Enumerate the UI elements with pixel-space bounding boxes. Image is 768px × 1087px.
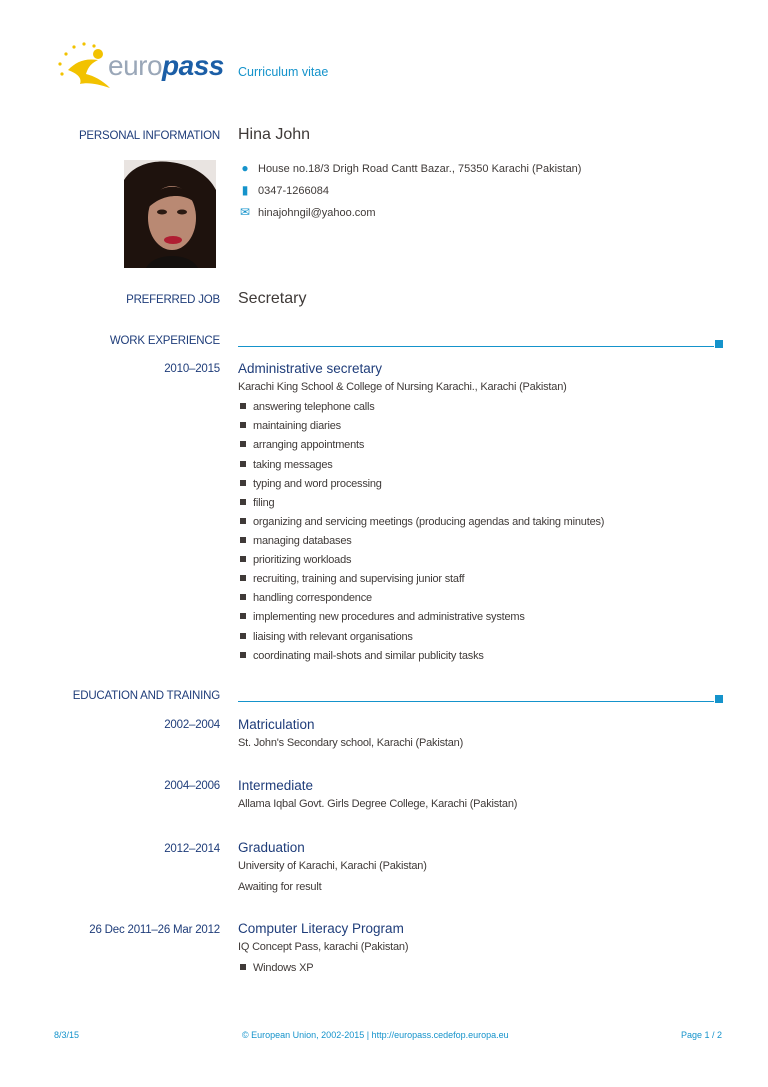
education-date: 2012–2014 [164,843,220,855]
email-row [238,205,376,219]
email: hinajohngil@yahoo.com [258,207,376,219]
duty-text: prioritizing workloads [253,554,352,566]
bullet-square-icon [240,441,246,447]
education-org: St. John's Secondary school, Karachi (Pakistan) [238,737,464,749]
cv-title: Curriculum vitae [238,65,329,79]
bullet-square-icon [240,537,246,543]
phone: 0347-1266084 [258,185,329,197]
duty-item [240,497,274,509]
duty-text: arranging appointments [253,439,365,451]
education-date: 26 Dec 2011–26 Mar 2012 [89,924,220,936]
mobile-phone-icon: ▮ [241,183,249,197]
location-pin-icon: ● [241,161,249,175]
duty-item [240,459,333,471]
address: House no.18/3 Drigh Road Cantt Bazar., 75350 Karachi (Pakistan) [258,163,582,175]
email-icon: ✉ [239,205,251,219]
duty-text: answering telephone calls [253,401,375,413]
bullet-square-icon [240,613,246,619]
duty-item [240,439,364,451]
education-title: Intermediate [238,778,314,793]
duty-item [240,592,372,604]
bullet-square-icon [240,403,246,409]
bullet-square-icon [240,964,246,970]
duty-item [240,650,484,662]
duty-item [240,631,413,643]
profile-photo [124,160,216,268]
address-row [238,161,581,175]
education-org: Allama Iqbal Govt. Girls Degree College, Karachi (Pakistan) [238,798,518,810]
education-org: University of Karachi, Karachi (Pakistan) [238,860,427,872]
section-divider [238,346,714,347]
bullet-square-icon [240,518,246,524]
duty-item [240,535,352,547]
education-note: Awaiting for result [238,881,322,893]
footer-page-number: Page 1 / 2 [680,1030,722,1040]
duty-text: managing databases [253,535,352,547]
bullet-square-icon [240,652,246,658]
bullet-square-icon [240,480,246,486]
bullet-square-icon [240,594,246,600]
duty-text: maintaining diaries [253,420,341,432]
section-label-education: EDUCATION AND TRAINING [72,690,220,702]
bullet-square-icon [240,633,246,639]
duty-text: recruiting, training and supervising junior staff [253,573,465,585]
logo-wordmark [108,50,224,82]
duty-text: organizing and servicing meetings (producing agendas and taking minutes) [253,516,605,528]
education-bullet-item [240,962,313,974]
section-label-work-experience: WORK EXPERIENCE [109,335,220,347]
preferred-job: Secretary [238,290,307,307]
duty-item [240,554,351,566]
duty-item [240,516,604,528]
education-date: 2002–2004 [164,719,220,731]
duty-item [240,478,382,490]
footer-copyright: © European Union, 2002-2015 | http://europass.cedefop.europa.eu [242,1030,509,1040]
education-date: 2004–2006 [164,780,220,792]
phone-row [238,183,329,197]
education-title: Computer Literacy Program [238,921,404,936]
section-marker [715,340,723,348]
bullet-square-icon [240,556,246,562]
duty-item [240,401,375,413]
duty-text: typing and word processing [253,478,382,490]
duty-text: liaising with relevant organisations [253,631,413,643]
bullet-square-icon [240,575,246,581]
work-position: Administrative secretary [238,361,383,376]
section-label-personal: PERSONAL INFORMATION [78,130,220,142]
duty-item [240,420,341,432]
education-bullet-text: Windows XP [253,962,314,974]
candidate-name: Hina John [238,126,311,143]
duty-text: filing [253,497,275,509]
education-org: IQ Concept Pass, karachi (Pakistan) [238,941,409,953]
bullet-square-icon [240,422,246,428]
section-label-preferred-job: PREFERRED JOB [126,294,220,306]
bullet-square-icon [240,499,246,505]
duty-text: taking messages [253,459,333,471]
bullet-square-icon [240,461,246,467]
education-title: Graduation [238,840,305,855]
section-divider [238,701,714,702]
duty-item [240,611,525,623]
footer-date: 8/3/15 [54,1030,80,1040]
logo-text-bold: pass [162,50,224,81]
duty-text: implementing new procedures and administrative systems [253,611,525,623]
duty-text: handling correspondence [253,592,372,604]
duty-text: coordinating mail-shots and similar publicity tasks [253,650,484,662]
logo-text-light: euro [108,50,163,81]
duty-item [240,573,464,585]
education-title: Matriculation [238,717,315,732]
work-employer: Karachi King School & College of Nursing Karachi., Karachi (Pakistan) [238,381,567,393]
work-date: 2010–2015 [164,363,220,375]
section-marker [715,695,723,703]
